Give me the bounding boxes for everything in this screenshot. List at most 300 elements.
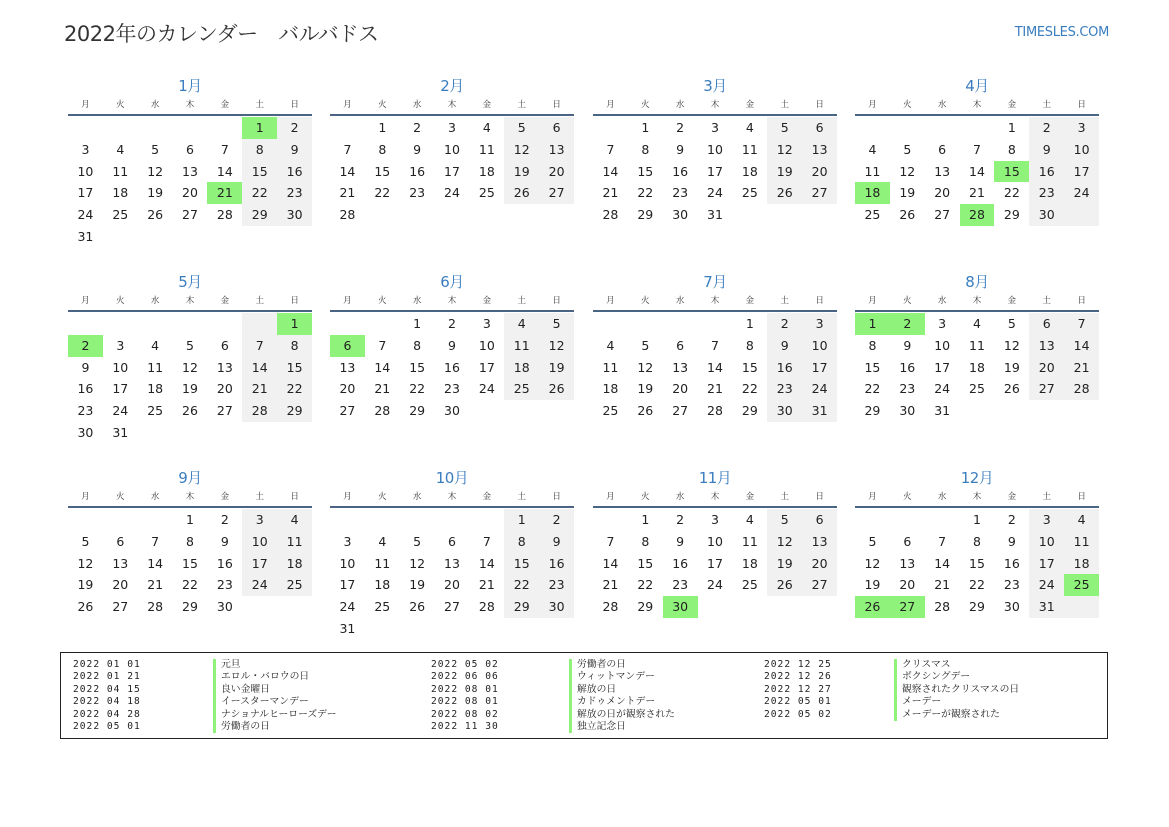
- day-cell[interactable]: 26: [504, 182, 539, 204]
- holiday-day-cell[interactable]: 6: [330, 335, 365, 357]
- day-cell[interactable]: 31: [1029, 596, 1064, 618]
- day-cell[interactable]: 13: [802, 139, 837, 161]
- day-cell[interactable]: 4: [1064, 509, 1099, 531]
- day-cell[interactable]: 26: [899, 207, 916, 223]
- day-cell[interactable]: 31: [707, 207, 723, 223]
- day-cell[interactable]: 22: [637, 185, 654, 201]
- day-cell[interactable]: 13: [539, 139, 574, 161]
- day-cell[interactable]: 6: [448, 533, 456, 549]
- day-cell[interactable]: 13: [216, 359, 233, 375]
- day-cell[interactable]: 24: [707, 577, 723, 593]
- day-cell[interactable]: 7: [938, 533, 947, 549]
- day-cell[interactable]: 11: [147, 359, 164, 375]
- day-cell[interactable]: 7: [378, 337, 387, 353]
- day-cell[interactable]: 25: [969, 381, 985, 397]
- day-cell[interactable]: 14: [1064, 335, 1099, 357]
- day-cell[interactable]: 29: [864, 403, 881, 419]
- day-cell[interactable]: 14: [374, 359, 391, 375]
- day-cell[interactable]: 8: [378, 141, 387, 157]
- day-cell[interactable]: 29: [242, 204, 277, 226]
- day-cell[interactable]: 18: [741, 163, 758, 179]
- day-cell[interactable]: 19: [767, 161, 802, 183]
- day-cell[interactable]: 20: [802, 553, 837, 575]
- day-cell[interactable]: 14: [339, 163, 356, 179]
- day-cell[interactable]: 3: [1064, 117, 1099, 139]
- day-cell[interactable]: 3: [116, 337, 125, 353]
- day-cell[interactable]: 19: [899, 185, 916, 201]
- day-cell[interactable]: 7: [1064, 313, 1099, 335]
- day-cell[interactable]: 23: [77, 403, 94, 419]
- day-cell[interactable]: 3: [802, 313, 837, 335]
- day-cell[interactable]: 4: [973, 316, 981, 331]
- day-cell[interactable]: 11: [741, 141, 758, 157]
- holiday-day-cell[interactable]: 2: [68, 335, 103, 357]
- day-cell[interactable]: 26: [637, 403, 654, 419]
- holiday-day-cell[interactable]: 26: [855, 596, 890, 618]
- day-cell[interactable]: 23: [1029, 182, 1064, 204]
- day-cell[interactable]: 30: [539, 596, 574, 618]
- day-cell[interactable]: 1: [504, 509, 539, 531]
- day-cell[interactable]: 5: [413, 533, 422, 549]
- day-cell[interactable]: 17: [242, 553, 277, 575]
- day-cell[interactable]: 5: [868, 533, 877, 549]
- day-cell[interactable]: 22: [182, 577, 198, 593]
- day-cell[interactable]: 5: [186, 337, 194, 353]
- day-cell[interactable]: 11: [504, 335, 539, 357]
- day-cell[interactable]: 19: [767, 553, 802, 575]
- day-cell[interactable]: 10: [242, 531, 277, 553]
- day-cell[interactable]: 14: [478, 555, 495, 571]
- day-cell[interactable]: 23: [409, 185, 426, 201]
- day-cell[interactable]: 17: [802, 357, 837, 379]
- day-cell[interactable]: 24: [707, 185, 723, 201]
- day-cell[interactable]: 20: [182, 185, 198, 201]
- day-cell[interactable]: 25: [741, 577, 758, 593]
- day-cell[interactable]: 6: [186, 141, 194, 157]
- day-cell[interactable]: 11: [374, 555, 391, 571]
- day-cell[interactable]: 8: [641, 533, 650, 549]
- day-cell[interactable]: 5: [767, 117, 802, 139]
- day-cell[interactable]: 29: [504, 596, 539, 618]
- day-cell[interactable]: 29: [1003, 207, 1020, 223]
- day-cell[interactable]: 25: [602, 403, 619, 419]
- day-cell[interactable]: 16: [899, 359, 916, 375]
- day-cell[interactable]: 9: [1007, 533, 1016, 549]
- day-cell[interactable]: 6: [116, 533, 125, 549]
- day-cell[interactable]: 15: [409, 359, 426, 375]
- day-cell[interactable]: 26: [182, 403, 198, 419]
- day-cell[interactable]: 14: [707, 359, 723, 375]
- day-cell[interactable]: 19: [182, 381, 198, 397]
- day-cell[interactable]: 10: [1064, 139, 1099, 161]
- day-cell[interactable]: 29: [637, 599, 654, 615]
- day-cell[interactable]: 25: [741, 185, 758, 201]
- day-cell[interactable]: 24: [478, 381, 495, 397]
- day-cell[interactable]: 19: [864, 577, 881, 593]
- day-cell[interactable]: 22: [409, 381, 426, 397]
- day-cell[interactable]: 12: [182, 359, 198, 375]
- day-cell[interactable]: 20: [539, 161, 574, 183]
- day-cell[interactable]: 25: [478, 185, 495, 201]
- day-cell[interactable]: 4: [151, 337, 160, 353]
- day-cell[interactable]: 31: [112, 424, 129, 440]
- day-cell[interactable]: 17: [707, 555, 723, 571]
- day-cell[interactable]: 25: [147, 403, 164, 419]
- day-cell[interactable]: 12: [504, 139, 539, 161]
- day-cell[interactable]: 30: [216, 599, 233, 615]
- day-cell[interactable]: 23: [539, 574, 574, 596]
- day-cell[interactable]: 18: [374, 577, 391, 593]
- day-cell[interactable]: 7: [220, 141, 229, 157]
- day-cell[interactable]: 10: [339, 555, 356, 571]
- day-cell[interactable]: 11: [602, 359, 619, 375]
- day-cell[interactable]: 10: [707, 141, 723, 157]
- day-cell[interactable]: 10: [444, 141, 460, 157]
- day-cell[interactable]: 20: [802, 161, 837, 183]
- day-cell[interactable]: 13: [339, 359, 356, 375]
- day-cell[interactable]: 9: [277, 139, 312, 161]
- day-cell[interactable]: 2: [767, 313, 802, 335]
- holiday-day-cell[interactable]: 27: [890, 596, 925, 618]
- day-cell[interactable]: 7: [151, 533, 160, 549]
- day-cell[interactable]: 19: [504, 161, 539, 183]
- day-cell[interactable]: 28: [602, 599, 619, 615]
- holiday-day-cell[interactable]: 25: [1064, 574, 1099, 596]
- day-cell[interactable]: 27: [182, 207, 198, 223]
- day-cell[interactable]: 23: [672, 577, 689, 593]
- day-cell[interactable]: 18: [478, 163, 495, 179]
- day-cell[interactable]: 10: [802, 335, 837, 357]
- day-cell[interactable]: 16: [277, 161, 312, 183]
- day-cell[interactable]: 7: [606, 141, 615, 157]
- day-cell[interactable]: 12: [539, 335, 574, 357]
- day-cell[interactable]: 18: [147, 381, 164, 397]
- day-cell[interactable]: 11: [112, 163, 129, 179]
- day-cell[interactable]: 16: [539, 553, 574, 575]
- day-cell[interactable]: 17: [934, 359, 951, 375]
- day-cell[interactable]: 24: [1029, 574, 1064, 596]
- day-cell[interactable]: 29: [409, 403, 426, 419]
- day-cell[interactable]: 3: [242, 509, 277, 531]
- day-cell[interactable]: 3: [938, 316, 947, 331]
- day-cell[interactable]: 24: [77, 207, 94, 223]
- day-cell[interactable]: 5: [903, 141, 912, 157]
- day-cell[interactable]: 22: [242, 182, 277, 204]
- day-cell[interactable]: 13: [1029, 335, 1064, 357]
- day-cell[interactable]: 7: [343, 141, 352, 157]
- day-cell[interactable]: 5: [767, 509, 802, 531]
- day-cell[interactable]: 15: [864, 359, 881, 375]
- day-cell[interactable]: 19: [147, 185, 164, 201]
- day-cell[interactable]: 27: [216, 403, 233, 419]
- holiday-day-cell[interactable]: 1: [855, 313, 890, 335]
- holiday-day-cell[interactable]: 30: [663, 596, 698, 618]
- day-cell[interactable]: 8: [641, 141, 650, 157]
- day-cell[interactable]: 28: [216, 207, 233, 223]
- day-cell[interactable]: 27: [802, 182, 837, 204]
- day-cell[interactable]: 21: [602, 577, 619, 593]
- day-cell[interactable]: 3: [448, 120, 456, 135]
- day-cell[interactable]: 15: [741, 359, 758, 375]
- day-cell[interactable]: 17: [1064, 161, 1099, 183]
- day-cell[interactable]: 9: [448, 337, 456, 353]
- day-cell[interactable]: 12: [864, 555, 881, 571]
- day-cell[interactable]: 4: [504, 313, 539, 335]
- day-cell[interactable]: 10: [112, 359, 129, 375]
- day-cell[interactable]: 25: [504, 378, 539, 400]
- day-cell[interactable]: 15: [182, 555, 198, 571]
- day-cell[interactable]: 28: [1064, 378, 1099, 400]
- day-cell[interactable]: 30: [277, 204, 312, 226]
- day-cell[interactable]: 11: [478, 141, 495, 157]
- day-cell[interactable]: 16: [444, 359, 460, 375]
- day-cell[interactable]: 11: [969, 337, 985, 353]
- day-cell[interactable]: 19: [637, 381, 654, 397]
- day-cell[interactable]: 3: [343, 533, 352, 549]
- day-cell[interactable]: 26: [767, 182, 802, 204]
- day-cell[interactable]: 25: [277, 574, 312, 596]
- day-cell[interactable]: 14: [216, 163, 233, 179]
- day-cell[interactable]: 9: [903, 337, 912, 353]
- day-cell[interactable]: 4: [745, 120, 754, 135]
- day-cell[interactable]: 9: [676, 141, 685, 157]
- day-cell[interactable]: 7: [606, 533, 615, 549]
- day-cell[interactable]: 1: [378, 120, 387, 135]
- day-cell[interactable]: 17: [77, 185, 94, 201]
- day-cell[interactable]: 21: [478, 577, 495, 593]
- day-cell[interactable]: 29: [741, 403, 758, 419]
- day-cell[interactable]: 22: [504, 574, 539, 596]
- day-cell[interactable]: 30: [1003, 599, 1020, 615]
- day-cell[interactable]: 21: [147, 577, 164, 593]
- day-cell[interactable]: 23: [216, 577, 233, 593]
- day-cell[interactable]: 23: [899, 381, 916, 397]
- day-cell[interactable]: 11: [864, 163, 881, 179]
- day-cell[interactable]: 20: [899, 577, 916, 593]
- day-cell[interactable]: 4: [606, 337, 615, 353]
- day-cell[interactable]: 1: [186, 512, 194, 527]
- day-cell[interactable]: 14: [147, 555, 164, 571]
- day-cell[interactable]: 14: [602, 163, 619, 179]
- day-cell[interactable]: 29: [637, 207, 654, 223]
- day-cell[interactable]: 30: [767, 400, 802, 422]
- day-cell[interactable]: 26: [539, 378, 574, 400]
- day-cell[interactable]: 28: [242, 400, 277, 422]
- day-cell[interactable]: 29: [277, 400, 312, 422]
- day-cell[interactable]: 30: [1029, 204, 1064, 226]
- day-cell[interactable]: 19: [77, 577, 94, 593]
- day-cell[interactable]: 13: [444, 555, 460, 571]
- day-cell[interactable]: 23: [767, 378, 802, 400]
- day-cell[interactable]: 18: [112, 185, 129, 201]
- day-cell[interactable]: 25: [864, 207, 881, 223]
- day-cell[interactable]: 8: [745, 337, 754, 353]
- day-cell[interactable]: 17: [339, 577, 356, 593]
- day-cell[interactable]: 2: [539, 509, 574, 531]
- day-cell[interactable]: 23: [1003, 577, 1020, 593]
- day-cell[interactable]: 21: [934, 577, 951, 593]
- day-cell[interactable]: 9: [539, 531, 574, 553]
- day-cell[interactable]: 5: [539, 313, 574, 335]
- day-cell[interactable]: 31: [934, 403, 951, 419]
- day-cell[interactable]: 15: [374, 163, 391, 179]
- day-cell[interactable]: 17: [1029, 553, 1064, 575]
- day-cell[interactable]: 22: [1003, 185, 1020, 201]
- day-cell[interactable]: 27: [1029, 378, 1064, 400]
- day-cell[interactable]: 5: [504, 117, 539, 139]
- day-cell[interactable]: 11: [1064, 531, 1099, 553]
- day-cell[interactable]: 27: [339, 403, 356, 419]
- day-cell[interactable]: 18: [277, 553, 312, 575]
- holiday-day-cell[interactable]: 15: [994, 161, 1029, 183]
- day-cell[interactable]: 8: [186, 533, 194, 549]
- day-cell[interactable]: 28: [602, 207, 619, 223]
- day-cell[interactable]: 24: [802, 378, 837, 400]
- day-cell[interactable]: 13: [802, 531, 837, 553]
- holiday-day-cell[interactable]: 21: [207, 182, 242, 204]
- day-cell[interactable]: 27: [539, 182, 574, 204]
- day-cell[interactable]: 24: [1064, 182, 1099, 204]
- day-cell[interactable]: 12: [147, 163, 164, 179]
- holiday-day-cell[interactable]: 1: [277, 313, 312, 335]
- day-cell[interactable]: 26: [409, 599, 426, 615]
- day-cell[interactable]: 15: [277, 357, 312, 379]
- day-cell[interactable]: 29: [969, 599, 985, 615]
- day-cell[interactable]: 30: [899, 403, 916, 419]
- day-cell[interactable]: 28: [374, 403, 391, 419]
- day-cell[interactable]: 21: [707, 381, 723, 397]
- day-cell[interactable]: 6: [539, 117, 574, 139]
- day-cell[interactable]: 8: [973, 533, 981, 549]
- day-cell[interactable]: 21: [374, 381, 391, 397]
- day-cell[interactable]: 13: [112, 555, 129, 571]
- day-cell[interactable]: 14: [242, 357, 277, 379]
- day-cell[interactable]: 16: [1029, 161, 1064, 183]
- day-cell[interactable]: 23: [277, 182, 312, 204]
- day-cell[interactable]: 7: [973, 141, 981, 157]
- day-cell[interactable]: 27: [802, 574, 837, 596]
- day-cell[interactable]: 16: [672, 555, 689, 571]
- day-cell[interactable]: 14: [969, 163, 985, 179]
- day-cell[interactable]: 12: [899, 163, 916, 179]
- day-cell[interactable]: 21: [969, 185, 985, 201]
- day-cell[interactable]: 2: [277, 117, 312, 139]
- day-cell[interactable]: 13: [182, 163, 198, 179]
- holiday-day-cell[interactable]: 2: [890, 313, 925, 335]
- site-link[interactable]: TIMESLES.COM: [1014, 25, 1109, 40]
- day-cell[interactable]: 24: [242, 574, 277, 596]
- day-cell[interactable]: 21: [1064, 357, 1099, 379]
- day-cell[interactable]: 26: [1003, 381, 1020, 397]
- day-cell[interactable]: 22: [741, 381, 758, 397]
- day-cell[interactable]: 22: [864, 381, 881, 397]
- day-cell[interactable]: 15: [242, 161, 277, 183]
- day-cell[interactable]: 12: [1003, 337, 1020, 353]
- day-cell[interactable]: 20: [444, 577, 460, 593]
- day-cell[interactable]: 6: [220, 337, 229, 353]
- day-cell[interactable]: 2: [676, 512, 685, 527]
- day-cell[interactable]: 27: [444, 599, 460, 615]
- day-cell[interactable]: 23: [672, 185, 689, 201]
- day-cell[interactable]: 1: [973, 512, 981, 527]
- day-cell[interactable]: 8: [1007, 141, 1016, 157]
- day-cell[interactable]: 16: [216, 555, 233, 571]
- day-cell[interactable]: 6: [802, 509, 837, 531]
- day-cell[interactable]: 24: [339, 599, 356, 615]
- day-cell[interactable]: 21: [339, 185, 356, 201]
- day-cell[interactable]: 25: [374, 599, 391, 615]
- day-cell[interactable]: 25: [112, 207, 129, 223]
- day-cell[interactable]: 6: [1029, 313, 1064, 335]
- day-cell[interactable]: 18: [504, 357, 539, 379]
- day-cell[interactable]: 27: [934, 207, 951, 223]
- day-cell[interactable]: 22: [969, 577, 985, 593]
- day-cell[interactable]: 11: [277, 531, 312, 553]
- day-cell[interactable]: 17: [444, 163, 460, 179]
- day-cell[interactable]: 13: [672, 359, 689, 375]
- day-cell[interactable]: 9: [413, 141, 422, 157]
- day-cell[interactable]: 21: [242, 378, 277, 400]
- day-cell[interactable]: 6: [938, 141, 947, 157]
- day-cell[interactable]: 18: [741, 555, 758, 571]
- day-cell[interactable]: 2: [448, 316, 456, 331]
- day-cell[interactable]: 14: [602, 555, 619, 571]
- day-cell[interactable]: 14: [934, 555, 951, 571]
- day-cell[interactable]: 11: [741, 533, 758, 549]
- holiday-day-cell[interactable]: 28: [960, 204, 995, 226]
- day-cell[interactable]: 8: [504, 531, 539, 553]
- day-cell[interactable]: 8: [868, 337, 877, 353]
- day-cell[interactable]: 28: [339, 207, 356, 223]
- day-cell[interactable]: 28: [934, 599, 951, 615]
- day-cell[interactable]: 17: [112, 381, 129, 397]
- day-cell[interactable]: 18: [602, 381, 619, 397]
- day-cell[interactable]: 16: [672, 163, 689, 179]
- day-cell[interactable]: 20: [1029, 357, 1064, 379]
- day-cell[interactable]: 13: [934, 163, 951, 179]
- day-cell[interactable]: 27: [672, 403, 689, 419]
- day-cell[interactable]: 12: [409, 555, 426, 571]
- day-cell[interactable]: 29: [182, 599, 198, 615]
- day-cell[interactable]: 19: [409, 577, 426, 593]
- day-cell[interactable]: 16: [77, 381, 94, 397]
- day-cell[interactable]: 2: [1029, 117, 1064, 139]
- day-cell[interactable]: 5: [1007, 316, 1016, 331]
- day-cell[interactable]: 3: [482, 316, 491, 331]
- day-cell[interactable]: 9: [676, 533, 685, 549]
- day-cell[interactable]: 10: [478, 337, 495, 353]
- day-cell[interactable]: 2: [676, 120, 685, 135]
- day-cell[interactable]: 20: [339, 381, 356, 397]
- holiday-day-cell[interactable]: 1: [242, 117, 277, 139]
- day-cell[interactable]: 3: [1029, 509, 1064, 531]
- day-cell[interactable]: 26: [77, 599, 94, 615]
- day-cell[interactable]: 22: [374, 185, 391, 201]
- day-cell[interactable]: 7: [242, 335, 277, 357]
- day-cell[interactable]: 30: [77, 424, 94, 440]
- day-cell[interactable]: 22: [637, 577, 654, 593]
- day-cell[interactable]: 23: [444, 381, 460, 397]
- day-cell[interactable]: 19: [539, 357, 574, 379]
- day-cell[interactable]: 10: [77, 163, 94, 179]
- day-cell[interactable]: 4: [745, 512, 754, 527]
- day-cell[interactable]: 4: [277, 509, 312, 531]
- day-cell[interactable]: 9: [1029, 139, 1064, 161]
- day-cell[interactable]: 5: [81, 533, 90, 549]
- day-cell[interactable]: 13: [899, 555, 916, 571]
- day-cell[interactable]: 2: [1007, 512, 1016, 527]
- day-cell[interactable]: 3: [81, 141, 90, 157]
